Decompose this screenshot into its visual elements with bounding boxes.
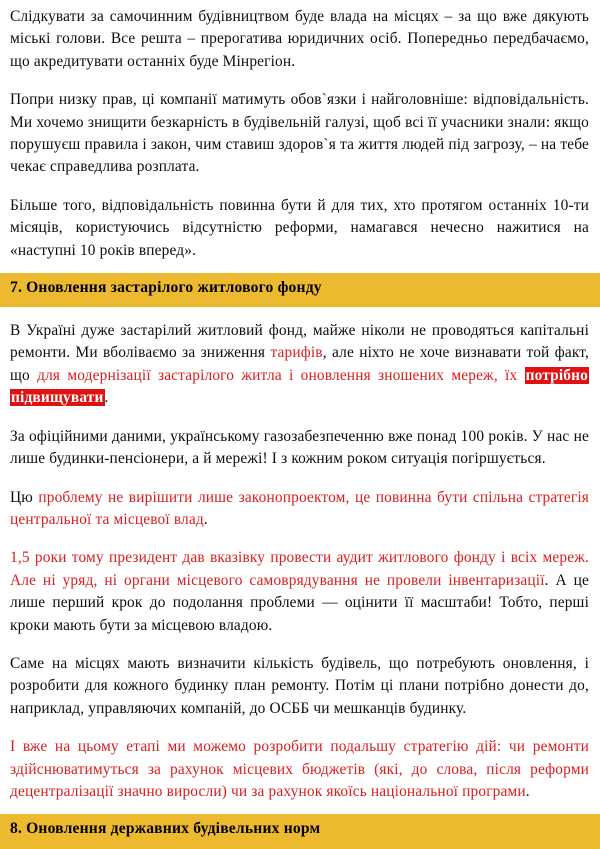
section-heading-8-number: 8. [10,820,23,838]
paragraph-6 [10,487,589,532]
paragraph-9-segment-red: І вже на цьому етапі ми можемо розробити подальшу стратегію дій: чи ремонти здійснюватимуться за рахунок місцевих бюджетів (які, до слова, після реформи децентралізації значно виросли) чи за рахунок якоїсь національної програми [10,738,589,800]
paragraph-5: За офіційними даними, українському газозабезпеченню вже понад 100 років. У нас не лише будинки-пенсіонери, а й мережі! І з кожним роком ситуація погіршується. [10,427,589,468]
paragraph-9-segment-plain: . [525,782,530,800]
paragraph-6-segment-red: проблему не вирішити лише законопроектом, це повинна бути спільна стратегія центральної та місцевої влад [10,488,589,528]
paragraph-6-segment-plain-2: . [203,510,208,528]
paragraph-4 [10,320,589,410]
section-heading-7-title: Оновлення застарілого житлового фонду [26,279,322,297]
section-heading-8 [0,814,600,849]
paragraph-7 [10,547,589,637]
section-heading-7 [0,273,600,307]
paragraph-4-segment-plain-1: В Україні дуже застарілий житловий фонд, майже ніколи не проводяться капітальні ремонти. Ми вболіваємо за зниження [10,322,589,362]
paragraph-6-segment-plain-1: Цю [10,488,39,506]
paragraph-3: Більше того, відповідальність повинна бути й для тих, хто протягом останніх 10-ти місяців, користуючись відсутністю реформи, намагався нечесно нажитися на «наступні 10 років вперед». [10,196,589,259]
paragraph-8: Саме на місцях мають визначити кількість будівель, що потребують оновлення, і розробити для кожного будинку план ремонту. Потім ці плани потрібно донести до, наприклад, управляючих компаній, до ОСББ чи мешканців будинку. [10,654,589,717]
section-heading-8-title: Оновлення державних будівельних норм [26,820,321,838]
paragraph-4-segment-red-modernization: для модернізації застарілого житла і оновлення зношених мереж, їх [37,366,525,384]
paragraph-4-segment-plain-2: , але ніхто не хоче визнавати той факт, що [10,344,589,384]
paragraph-7-segment-red: 1,5 роки тому президент дав вказівку провести аудит житлового фонду і всіх мереж. Але ні уряд, ні органи місцевого самоврядування не провели інвентаризації [10,549,589,589]
document-body-continued [0,320,600,803]
paragraph-9 [10,736,589,803]
paragraph-7-segment-plain: . А це лише перший крок до подолання проблеми — оцінити її масштаби! Тобто, перші кроки мають бути за місцевою владою. [10,571,589,634]
section-heading-7-number: 7. [10,279,23,297]
paragraph-4-segment-highlighted: потрібно підвищувати [11,366,588,407]
document-body [0,0,600,262]
paragraph-2: Попри низку прав, ці компанії матимуть обов`язки і найголовніше: відповідальність. Ми хочемо знищити безкарність в будівельній галузі, щоб всі її учасники знали: якщо порушуєш правила і закон, чим ставиш здоров`я та життя людей під загрозу, – на тебе чекає справедлива розплата. [10,91,589,176]
paragraph-4-segment-red-tariffs: тарифів [270,344,323,362]
paragraph-4-segment-plain-3: . [104,389,109,407]
paragraph-1: Слідкувати за самочинним будівництвом буде влада на місцях – за що вже дякують міські голови. Все решта – прерогатива юридичних осіб. Попередньо передбачаємо, що акредитувати останніх буде Мінрегіон. [10,8,589,70]
